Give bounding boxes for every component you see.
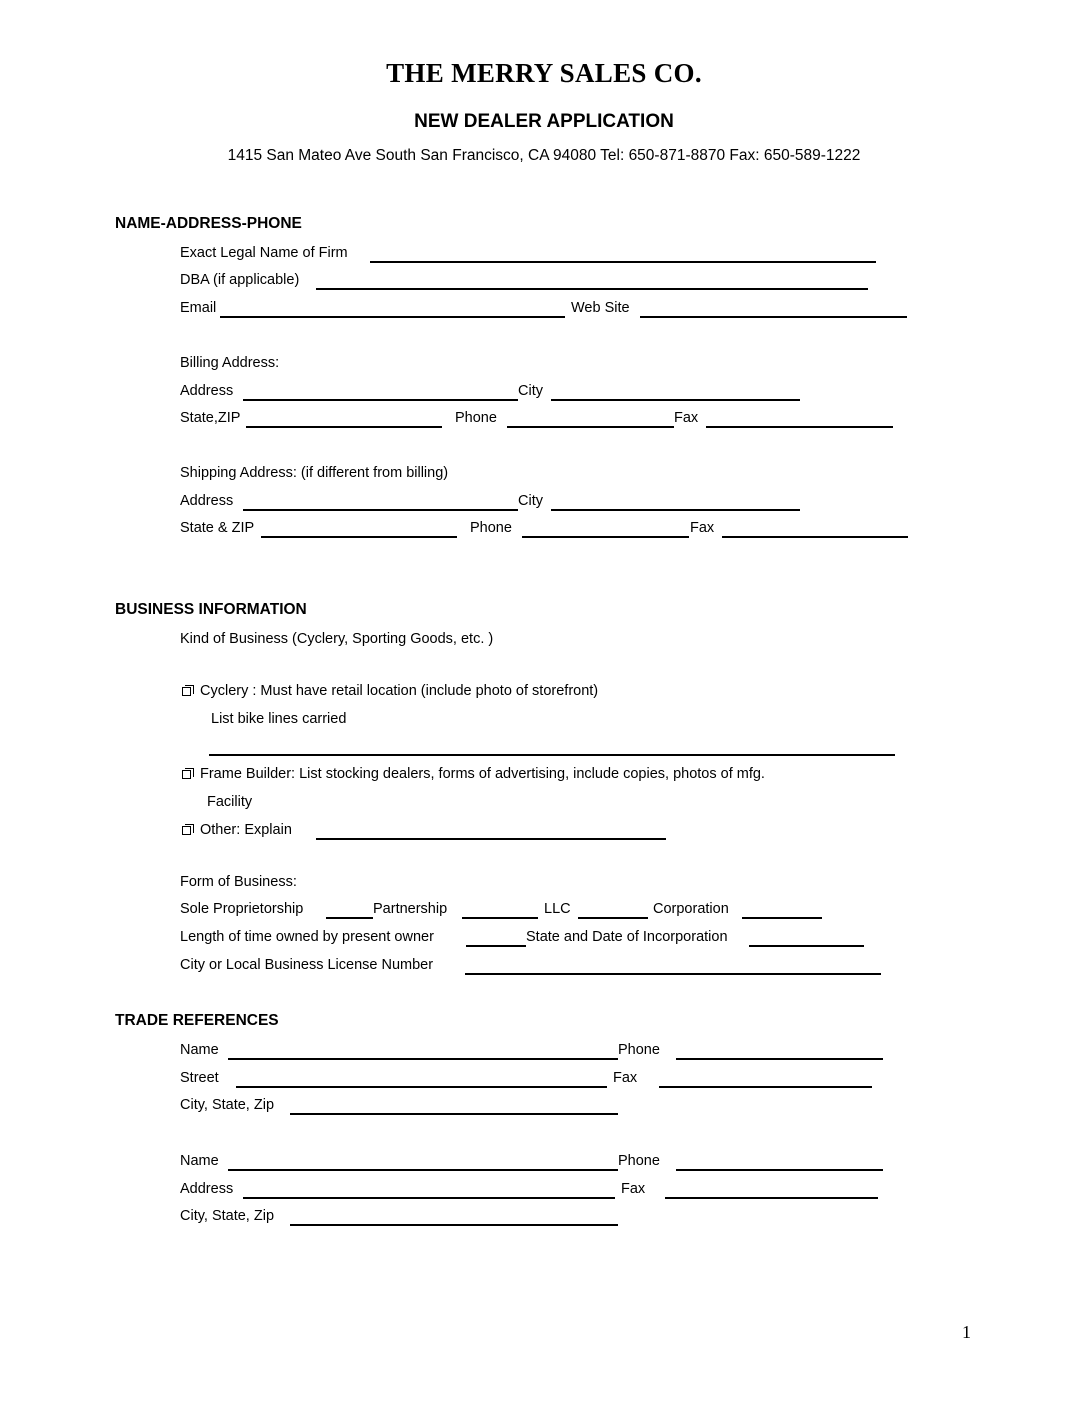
bike-lines-field[interactable] bbox=[209, 754, 895, 756]
license-label: City or Local Business License Number bbox=[180, 957, 434, 973]
ref2-fax-field[interactable] bbox=[665, 1197, 878, 1199]
ref1-fax-label: Fax bbox=[613, 1070, 638, 1086]
billing-fax-field[interactable] bbox=[706, 426, 893, 428]
ref1-phone-label: Phone bbox=[618, 1042, 660, 1058]
dba-field[interactable] bbox=[316, 288, 868, 290]
ref1-fax-field[interactable] bbox=[659, 1086, 872, 1088]
email-label: Email bbox=[180, 300, 217, 316]
ref2-address-field[interactable] bbox=[243, 1197, 615, 1199]
ref2-address-label: Address bbox=[180, 1181, 234, 1197]
section-business-information: BUSINESS INFORMATION bbox=[115, 601, 307, 618]
llc-label: LLC bbox=[544, 901, 571, 917]
billing-phone-field[interactable] bbox=[507, 426, 674, 428]
billing-state-zip-label: State,ZIP bbox=[180, 410, 241, 426]
length-owned-label: Length of time owned by present owner bbox=[180, 929, 434, 945]
shipping-fax-field[interactable] bbox=[722, 536, 908, 538]
billing-city-label: City bbox=[518, 383, 543, 399]
frame-builder-label: Frame Builder: List stocking dealers, forms of advertising, include copies, photos of mfg. bbox=[200, 766, 765, 782]
shipping-state-zip-field[interactable] bbox=[261, 536, 457, 538]
ref2-name-field[interactable] bbox=[228, 1169, 618, 1171]
ref2-city-field[interactable] bbox=[290, 1224, 618, 1226]
corporation-field[interactable] bbox=[742, 917, 822, 919]
other-label: Other: Explain bbox=[200, 822, 292, 838]
partnership-field[interactable] bbox=[462, 917, 538, 919]
facility-label: Facility bbox=[207, 794, 253, 810]
corporation-label: Corporation bbox=[653, 901, 729, 917]
shipping-address-label: Address bbox=[180, 493, 234, 509]
website-field[interactable] bbox=[640, 316, 907, 318]
company-address: 1415 San Mateo Ave South San Francisco, CA 94080 Tel: 650-871-8870 Fax: 650-589-1222 bbox=[227, 147, 861, 164]
llc-field[interactable] bbox=[578, 917, 648, 919]
billing-fax-label: Fax bbox=[674, 410, 699, 426]
incorporation-field[interactable] bbox=[749, 945, 864, 947]
ref1-street-field[interactable] bbox=[236, 1086, 607, 1088]
form-title: NEW DEALER APPLICATION bbox=[414, 111, 674, 132]
billing-heading: Billing Address: bbox=[180, 355, 280, 371]
form-of-business-label: Form of Business: bbox=[180, 874, 297, 890]
billing-phone-label: Phone bbox=[455, 410, 497, 426]
cyclery-checkbox-icon[interactable] bbox=[182, 685, 193, 696]
ref2-city-label: City, State, Zip bbox=[180, 1208, 275, 1224]
page-number: 1 bbox=[962, 1322, 971, 1342]
legal-name-field[interactable] bbox=[370, 261, 876, 263]
bike-lines-label: List bike lines carried bbox=[211, 711, 347, 727]
length-owned-field[interactable] bbox=[466, 945, 526, 947]
shipping-address-field[interactable] bbox=[243, 509, 518, 511]
partnership-label: Partnership bbox=[373, 901, 448, 917]
shipping-city-field[interactable] bbox=[551, 509, 800, 511]
website-label: Web Site bbox=[571, 300, 630, 316]
legal-name-label: Exact Legal Name of Firm bbox=[180, 245, 348, 261]
section-name-address-phone: NAME-ADDRESS-PHONE bbox=[115, 215, 302, 232]
ref1-name-field[interactable] bbox=[228, 1058, 618, 1060]
ref2-fax-label: Fax bbox=[621, 1181, 646, 1197]
billing-address-field[interactable] bbox=[243, 399, 518, 401]
ref1-city-field[interactable] bbox=[290, 1113, 618, 1115]
shipping-phone-label: Phone bbox=[470, 520, 512, 536]
other-explain-field[interactable] bbox=[316, 838, 666, 840]
cyclery-label: Cyclery : Must have retail location (include photo of storefront) bbox=[200, 683, 599, 699]
ref2-name-label: Name bbox=[180, 1153, 219, 1169]
ref1-street-label: Street bbox=[180, 1070, 219, 1086]
dba-label: DBA (if applicable) bbox=[180, 272, 300, 288]
ref1-name-label: Name bbox=[180, 1042, 219, 1058]
shipping-heading: Shipping Address: (if different from billing) bbox=[180, 465, 449, 481]
billing-city-field[interactable] bbox=[551, 399, 800, 401]
billing-state-zip-field[interactable] bbox=[246, 426, 442, 428]
company-name: THE MERRY SALES CO. bbox=[386, 58, 702, 88]
ref1-city-label: City, State, Zip bbox=[180, 1097, 275, 1113]
incorporation-label: State and Date of Incorporation bbox=[526, 929, 728, 945]
ref2-phone-field[interactable] bbox=[676, 1169, 883, 1171]
billing-address-label: Address bbox=[180, 383, 234, 399]
shipping-city-label: City bbox=[518, 493, 543, 509]
sole-proprietorship-field[interactable] bbox=[326, 917, 373, 919]
ref1-phone-field[interactable] bbox=[676, 1058, 883, 1060]
license-field[interactable] bbox=[465, 973, 881, 975]
shipping-state-zip-label: State & ZIP bbox=[180, 520, 255, 536]
email-field[interactable] bbox=[220, 316, 565, 318]
section-trade-references: TRADE REFERENCES bbox=[115, 1012, 279, 1029]
other-checkbox-icon[interactable] bbox=[182, 824, 193, 835]
kind-of-business-label: Kind of Business (Cyclery, Sporting Goods, etc. ) bbox=[180, 631, 494, 647]
ref2-phone-label: Phone bbox=[618, 1153, 660, 1169]
shipping-phone-field[interactable] bbox=[522, 536, 689, 538]
sole-proprietorship-label: Sole Proprietorship bbox=[180, 901, 304, 917]
frame-builder-checkbox-icon[interactable] bbox=[182, 768, 193, 779]
shipping-fax-label: Fax bbox=[690, 520, 715, 536]
